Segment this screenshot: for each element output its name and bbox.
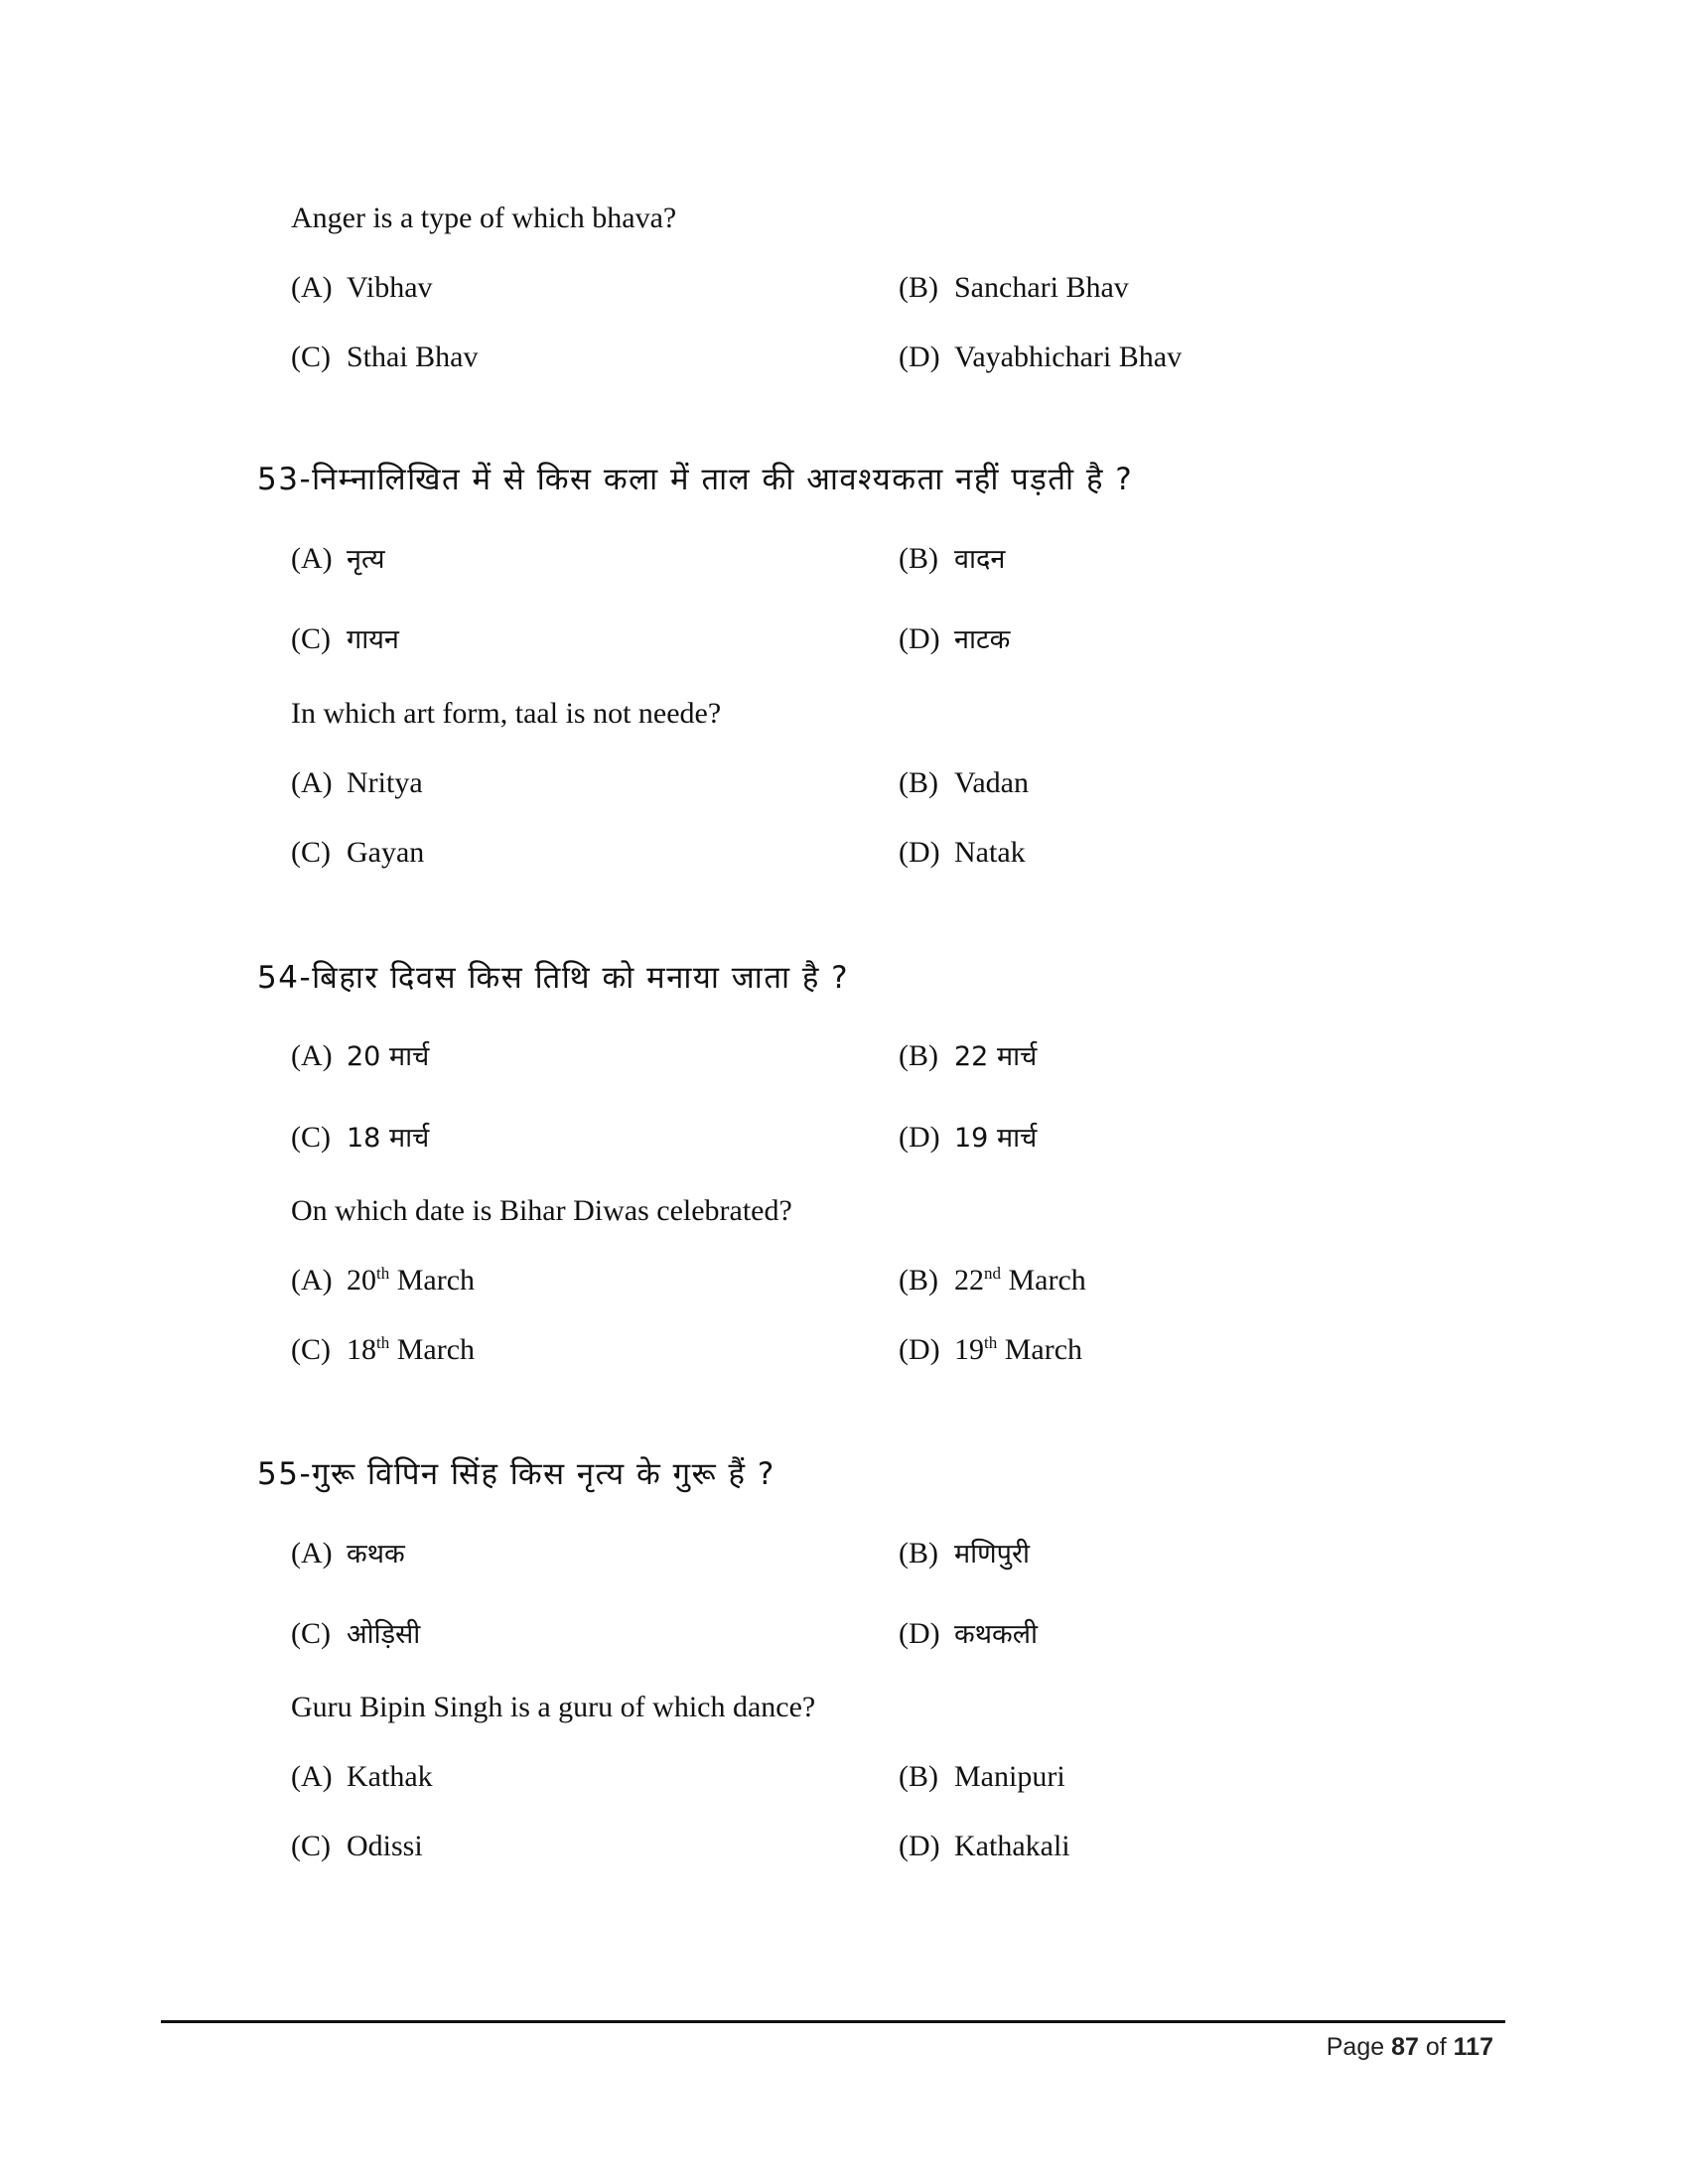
question-text: 55-गुरू विपिन सिंह किस नृत्य के गुरू हैं ? bbox=[257, 1456, 775, 1492]
option-a: (A) Kathak bbox=[291, 1760, 433, 1793]
option-a: (A) कथक bbox=[291, 1537, 405, 1570]
option-b: (B) वादन bbox=[899, 542, 1006, 575]
option-d: (D) नाटक bbox=[899, 622, 1011, 655]
option-b: (B) Vadan bbox=[899, 766, 1029, 799]
option-d: (D) कथकली bbox=[899, 1617, 1039, 1650]
option-b: (B) मणिपुरी bbox=[899, 1537, 1031, 1570]
option-c: (C) गायन bbox=[291, 622, 399, 655]
option-d: (D) Kathakali bbox=[899, 1830, 1070, 1862]
option-a: (A) नृत्य bbox=[291, 542, 385, 575]
option-a: (A) Vibhav bbox=[291, 271, 433, 304]
option-c: (C) Odissi bbox=[291, 1830, 423, 1862]
option-c: (C) ओड़िसी bbox=[291, 1617, 421, 1650]
footer-divider bbox=[161, 2020, 1505, 2023]
question-text: 54-बिहार दिवस किस तिथि को मनाया जाता है ? bbox=[257, 960, 850, 996]
question-text: On which date is Bihar Diwas celebrated? bbox=[291, 1194, 792, 1227]
page-number: Page 87 of 117 bbox=[1326, 2033, 1493, 2061]
option-a: (A) 20th March bbox=[291, 1264, 476, 1297]
option-c: (C) 18 मार्च bbox=[291, 1121, 430, 1154]
option-a: (A) 20 मार्च bbox=[291, 1039, 430, 1072]
option-b: (B) 22nd March bbox=[899, 1264, 1086, 1297]
option-d: (D) Vayabhichari Bhav bbox=[899, 341, 1183, 373]
question-text: In which art form, taal is not neede? bbox=[291, 697, 722, 730]
question-text: Anger is a type of which bhava? bbox=[291, 202, 677, 234]
question-text: Guru Bipin Singh is a guru of which dance? bbox=[291, 1691, 816, 1723]
option-c: (C) Gayan bbox=[291, 836, 425, 869]
option-b: (B) 22 मार्च bbox=[899, 1039, 1038, 1072]
option-b: (B) Sanchari Bhav bbox=[899, 271, 1129, 304]
option-c: (C) 18th March bbox=[291, 1333, 476, 1366]
option-c: (C) Sthai Bhav bbox=[291, 341, 479, 373]
option-d: (D) 19th March bbox=[899, 1333, 1083, 1366]
option-a: (A) Nritya bbox=[291, 766, 423, 799]
question-text: 53-निम्नालिखित में से किस कला में ताल की आवश्यकता नहीं पड़ती है ? bbox=[257, 462, 1134, 497]
option-d: (D) Natak bbox=[899, 836, 1026, 869]
option-d: (D) 19 मार्च bbox=[899, 1121, 1038, 1154]
option-b: (B) Manipuri bbox=[899, 1760, 1065, 1793]
